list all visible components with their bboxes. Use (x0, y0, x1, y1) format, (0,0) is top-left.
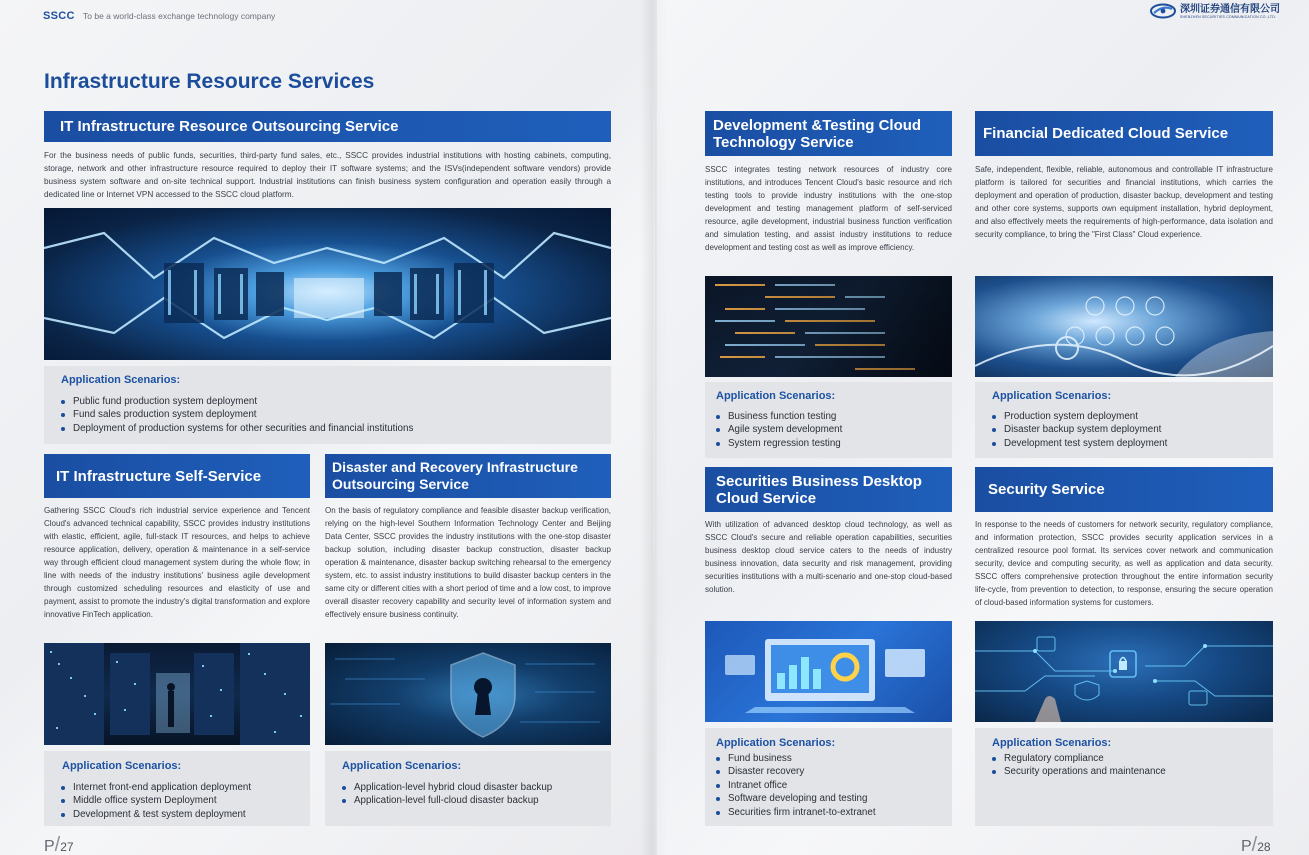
list-item: Middle office system Deployment (61, 794, 251, 807)
disaster-scenarios-panel (325, 751, 611, 826)
self-service-scenarios-panel (44, 751, 310, 826)
self-service-title-bar (44, 454, 310, 498)
outsourcing-title: IT Infrastructure Resource Outsourcing Service (60, 118, 399, 135)
page-title: Infrastructure Resource Services (44, 70, 375, 93)
company-logo (1150, 3, 1280, 19)
disaster-title-line1: Disaster and Recovery Infrastructure (332, 459, 578, 475)
security-scenarios-heading: Application Scenarios: (992, 737, 1112, 749)
security-title-bar (975, 467, 1273, 512)
list-item: Disaster recovery (716, 765, 876, 778)
financial-title: Financial Dedicated Cloud Service (983, 125, 1229, 142)
outsourcing-title-bar (44, 111, 611, 142)
security-service-image (975, 621, 1273, 722)
financial-title-bar (975, 111, 1273, 156)
desktop-title-bar (705, 467, 952, 512)
desktop-cloud-illustration (705, 621, 952, 722)
self-service-scenarios-heading: Application Scenarios: (62, 760, 182, 772)
list-item: Software developing and testing (716, 792, 876, 805)
financial-scenarios-list (992, 410, 1167, 450)
desktop-title-line1: Securities Business Desktop (716, 472, 922, 490)
devtest-title-line2: Technology Service (713, 133, 854, 151)
page-prefix: P (1241, 838, 1252, 855)
datacenter-image (44, 208, 611, 360)
list-item: Intranet office (716, 779, 876, 792)
security-service-illustration (975, 621, 1273, 722)
list-item: Internet front-end application deployment (61, 781, 251, 794)
server-room-illustration (44, 643, 310, 745)
server-room-image (44, 643, 310, 745)
desktop-scenarios-panel (705, 728, 952, 826)
security-shield-image (325, 643, 611, 745)
code-screen-illustration (705, 276, 952, 377)
shield-keyhole-illustration (325, 643, 611, 745)
desktop-scenarios-heading: Application Scenarios: (716, 737, 836, 749)
disaster-description: On the basis of regulatory compliance and feasible disaster backup verification, relying on the high-level Southern Information Technology Center and Beijing Data Center, SSCC provides the industry institutions with the one-stop disaster backup solution, including disaster backup construction, disaster backup operation & maintenance, disaster backup switching rehearsal to the emergency system, etc. to assist industry institutions to build disaster backup centers in the same city or different cities with a short period of time and a low cost, to improve overall disaster recovery capability and security level of information system and effectively ensure business continuity. (325, 506, 611, 619)
devtest-title-bar (705, 111, 952, 156)
disaster-title-line2: Outsourcing Service (332, 476, 469, 492)
list-item: Development & test system deployment (61, 808, 251, 821)
outsourcing-scenarios-panel (44, 366, 611, 444)
desktop-description: With utilization of advanced desktop cloud technology, as well as SSCC Cloud's secure and reliable operation capabilities, securities business desktop cloud service caters to the needs of industry business innovation, data security and risk management, providing securities institutions with a multi-scenario and one-stop cloud-based solution. (705, 520, 952, 594)
security-scenarios-list (992, 752, 1166, 779)
list-item: Fund sales production system deployment (61, 408, 413, 421)
security-title: Security Service (988, 481, 1105, 498)
list-item: Deployment of production systems for other securities and financial institutions (61, 422, 413, 435)
list-item: Business function testing (716, 410, 842, 423)
disaster-title-bar (325, 454, 611, 498)
code-screen-image (705, 276, 952, 377)
self-service-description: Gathering SSCC Cloud's rich industrial service experience and Tencent Cloud's advanced technical capability, SSCC provides industry institutions with elastic, efficient, agile, full-stack IT resources, and helps to achieve resource application, delivery, operation & maintenance in a self-service way through efficient cloud management system during the whole flow; in line with needs of the industry institutions' business agile development through customized scheduling resources and elasticity of use and payment, assist to promote the industry's digital transformation and explore innovative FinTech application. (44, 506, 310, 619)
list-item: Production system deployment (992, 410, 1167, 423)
desktop-scenarios-list (716, 752, 876, 819)
outsourcing-description: For the business needs of public funds, securities, third-party fund sales, etc., SSCC provides industrial institutions with hosting cabinets, computing, storage, network and other infrastructure resource required to deploy their IT software systems; and the ISVs(independent software vendors) provide business system software and on-site technical support. Industrial institutions can finish business system configuration and operation easily through a dedicated line or Internet VPN accessed to the SSCC cloud platform. (44, 151, 611, 199)
financial-scenarios-panel (975, 382, 1273, 458)
devtest-scenarios-list (716, 410, 842, 450)
security-scenarios-panel (975, 728, 1273, 826)
list-item: Fund business (716, 752, 876, 765)
list-item: Security operations and maintenance (992, 765, 1166, 778)
desktop-cloud-image (705, 621, 952, 722)
desktop-title-line2: Cloud Service (716, 489, 817, 507)
outsourcing-scenarios-heading: Application Scenarios: (61, 374, 181, 386)
list-item: Application-level full-cloud disaster backup (342, 794, 552, 807)
left-page-number: P/27 (44, 834, 74, 855)
logo-chinese-name: 深圳证券通信有限公司 (1180, 3, 1280, 15)
self-service-scenarios-list (61, 781, 251, 821)
financial-description: Safe, independent, flexible, reliable, autonomous and controllable IT infrastructure platform is tailored for securities and financial institutions, which carries the deployment and operation of production, disaster backup, development and testing and other core systems, supports own equipment installation, hybrid deployment, and also effectively meets the requirements of high-performance, data isolation and security compliance, to bring the "First Class" Cloud experience. (975, 165, 1273, 239)
disaster-scenarios-heading: Application Scenarios: (342, 760, 462, 772)
devtest-scenarios-panel (705, 382, 952, 458)
logo-english-name: SHENZHEN SECURITIES COMMUNICATION CO.,LTD. (1180, 14, 1277, 19)
page-number-value: 27 (60, 840, 74, 854)
tagline: To be a world-class exchange technology company (83, 11, 276, 21)
list-item: Application-level hybrid cloud disaster backup (342, 781, 552, 794)
page-fold (640, 0, 668, 855)
list-item: Development test system deployment (992, 437, 1167, 450)
list-item: Disaster backup system deployment (992, 423, 1167, 436)
devtest-scenarios-heading: Application Scenarios: (716, 390, 836, 402)
list-item: Regulatory compliance (992, 752, 1166, 765)
self-service-title: IT Infrastructure Self-Service (56, 467, 262, 485)
devtest-description: SSCC integrates testing network resources of industry core institutions, and introduces Tencent Cloud's basic resource and rich testing tools to provide industry institutions with the one-stop development and testing management platform of self-serviced resource, agile development, industrial business function verification and simulation testing, and assist industry institutions to reduce development and testing cost as well as improve efficiency. (705, 165, 952, 252)
page-number-value: 28 (1257, 840, 1271, 854)
outsourcing-scenarios-list (61, 395, 413, 435)
financial-cloud-illustration (975, 276, 1273, 377)
disaster-scenarios-list (342, 781, 552, 808)
list-item: Agile system development (716, 423, 842, 436)
logo-icon (1150, 3, 1176, 19)
list-item: Securities firm intranet-to-extranet (716, 806, 876, 819)
right-page-number: P/28 (1241, 834, 1271, 855)
datacenter-illustration (44, 208, 611, 360)
list-item: System regression testing (716, 437, 842, 450)
financial-cloud-image (975, 276, 1273, 377)
financial-scenarios-heading: Application Scenarios: (992, 390, 1112, 402)
security-description: In response to the needs of customers for network security, regulatory compliance, and information protection, SSCC provides security application services in a centralized resource pool format. Its services cover network and communication security, device and computing security, as well as application and data security. SSCC offers comprehensive protection throughout the entire information security life-cycle, from prevention to detection, to response, ensuring the secure operation of cloud-based information systems for customers. (975, 520, 1273, 607)
devtest-title-line1: Development &Testing Cloud (713, 116, 922, 134)
list-item: Public fund production system deployment (61, 395, 413, 408)
page-prefix: P (44, 838, 55, 855)
brand-name: SSCC (43, 10, 75, 22)
